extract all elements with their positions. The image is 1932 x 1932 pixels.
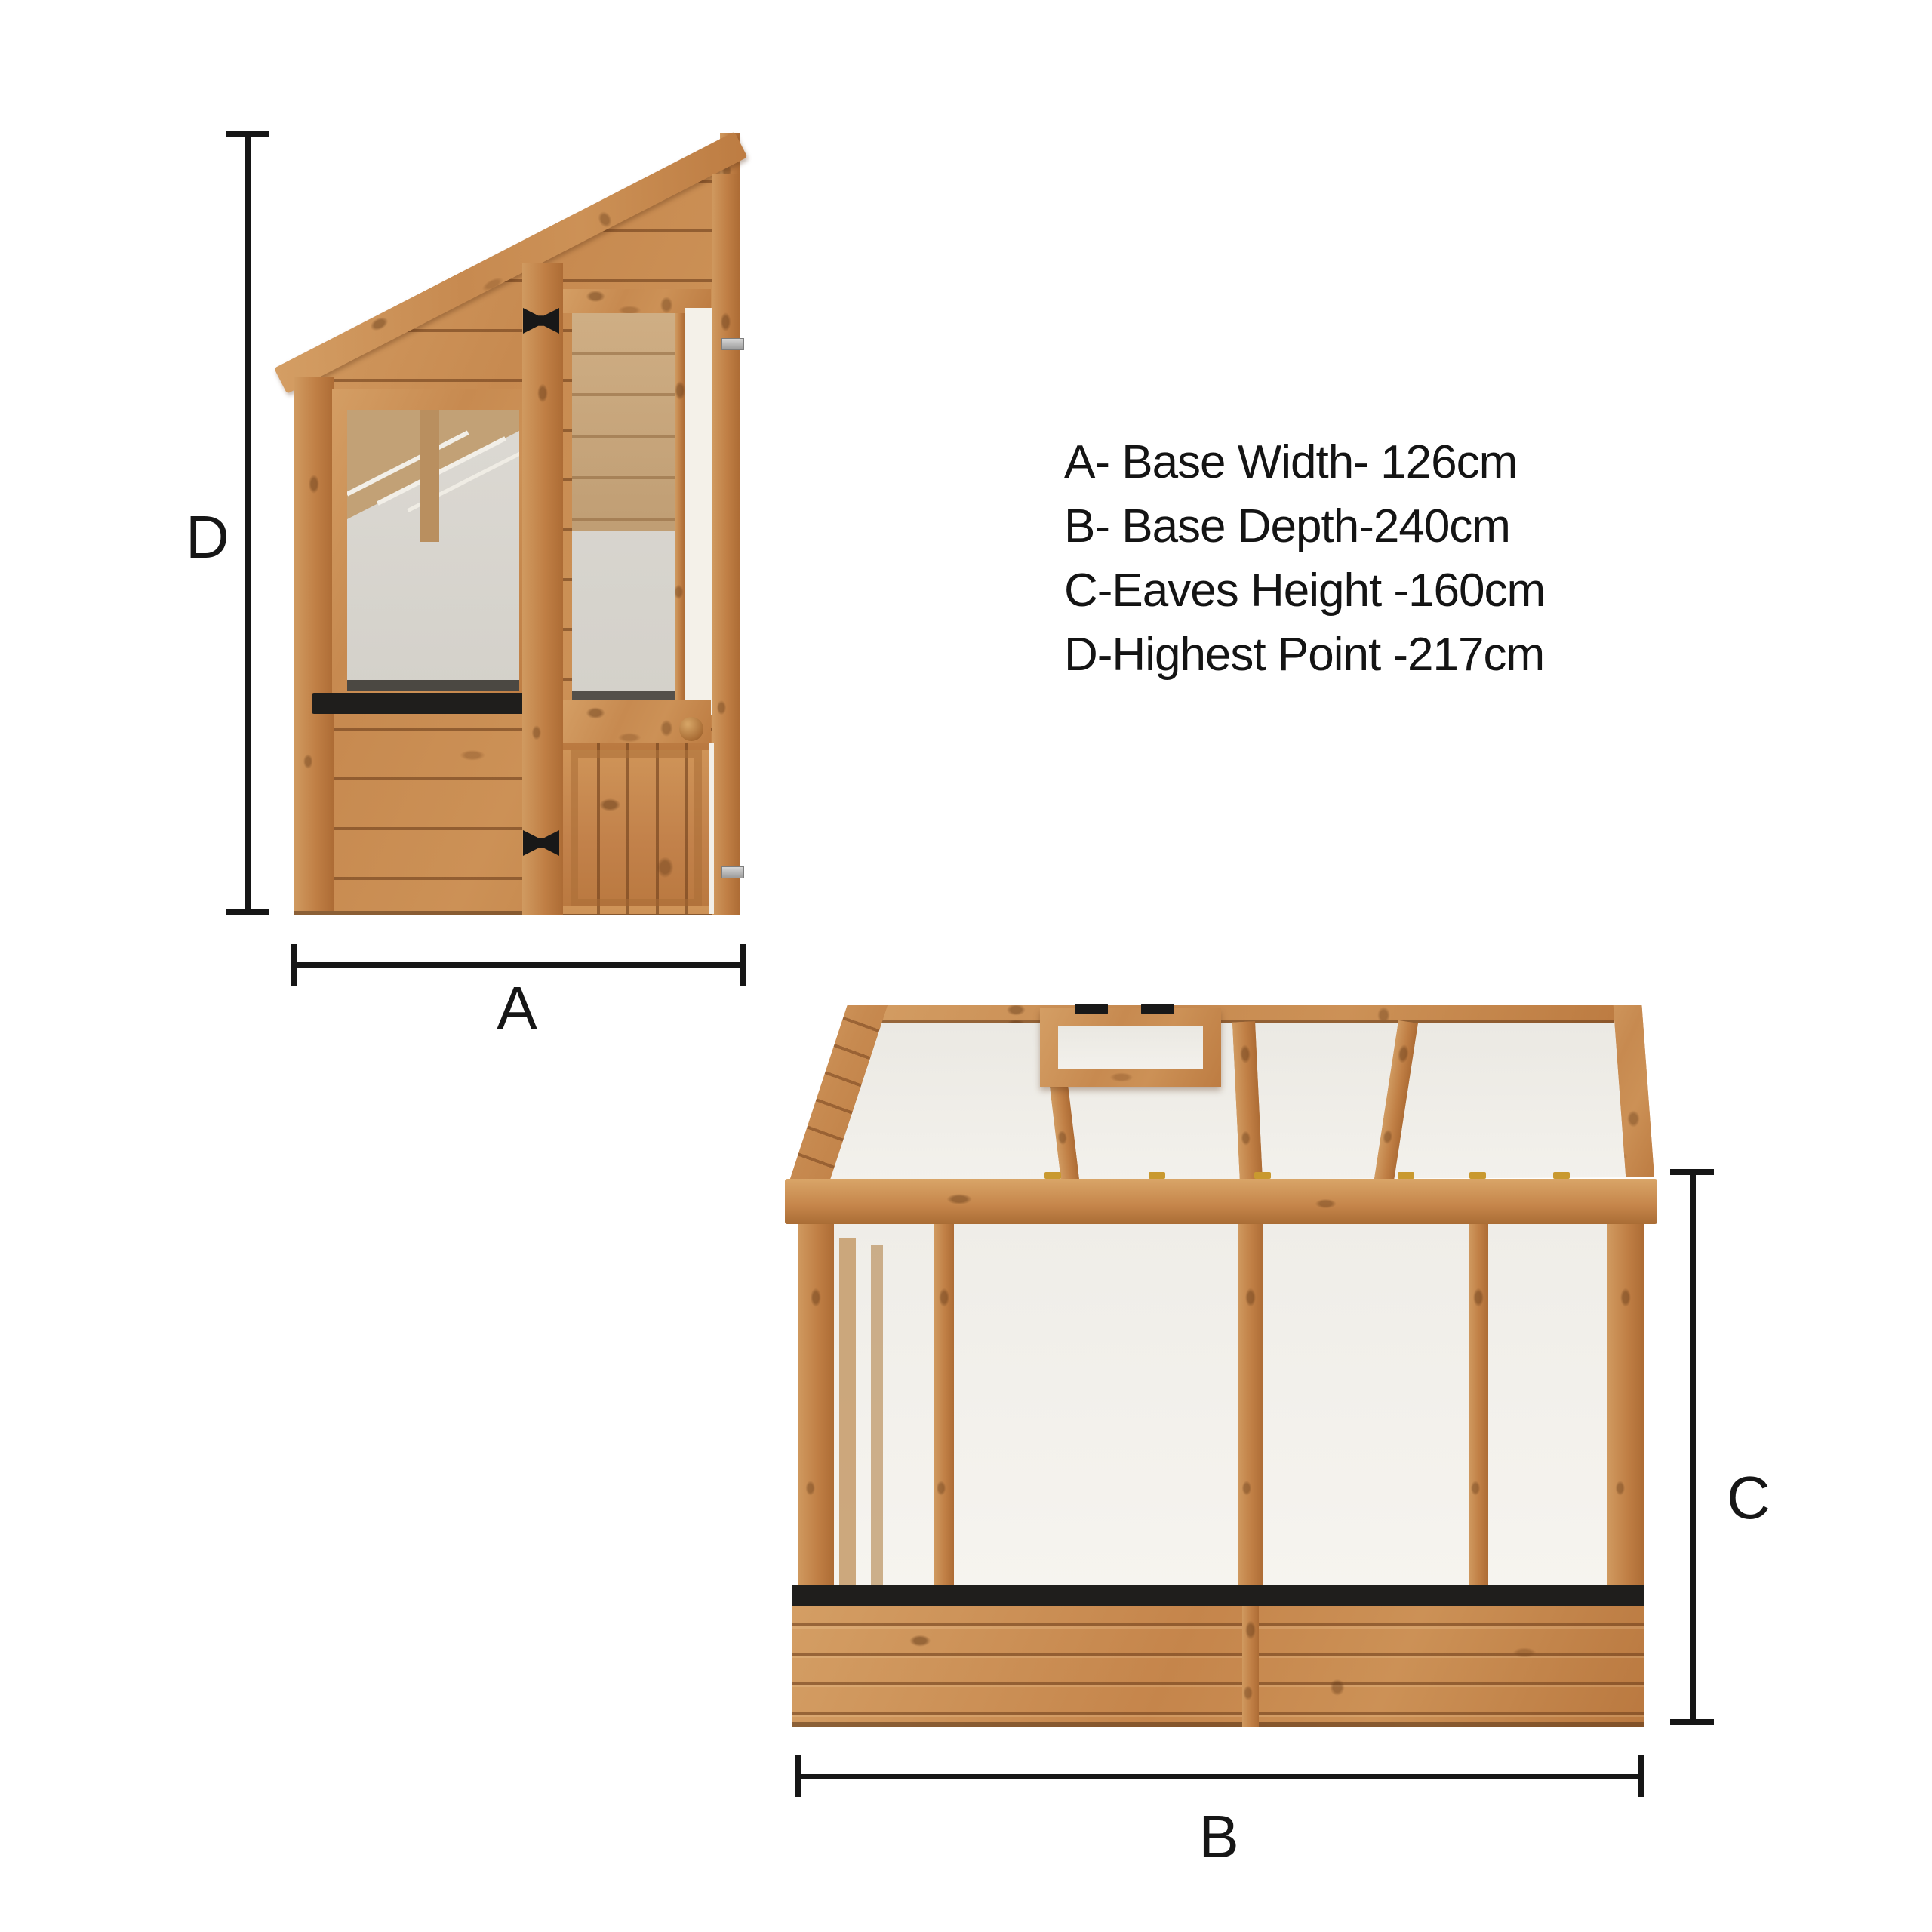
dimension-line-c-cap-top [1670,1169,1714,1175]
door-knob [679,717,703,741]
front-base-center-post [1242,1606,1259,1727]
roof-clip-icon [1553,1172,1570,1179]
roof-clip-icon [1254,1172,1271,1179]
front-base-cladding [792,1606,1644,1727]
dimension-line-d [245,133,251,915]
roof-clip-icon [1044,1172,1061,1179]
dimension-label-a: A [497,974,537,1041]
dimension-key [1064,430,1545,687]
dimension-line-c-cap-bottom [1670,1719,1714,1725]
dimension-line-b-cap-left [795,1755,801,1797]
interior-stud [420,410,439,542]
roof-clip-icon [1398,1172,1414,1179]
door-latch-bottom-icon [721,866,744,878]
front-sill-black [792,1585,1644,1606]
front-mullion-center [1238,1224,1263,1591]
dimension-line-a-cap-right [740,944,746,986]
vent-hinge-icon [1141,1004,1174,1014]
roof-glazing [789,1005,1654,1181]
vent-hinge-icon [1075,1004,1108,1014]
dimension-line-c [1690,1171,1696,1725]
door-edge-strip [685,308,712,715]
dimension-line-d-cap-top [226,131,269,137]
roof-clip-icon [1149,1172,1165,1179]
door-latch-top-icon [721,338,744,350]
side-sill-black [312,693,535,714]
door-frame-mullion [522,263,563,915]
side-corner-post-left [294,377,334,911]
side-window-glass [347,410,519,691]
dimension-line-b [798,1774,1641,1779]
side-corner-post-right [712,174,740,915]
eaves-beam [785,1179,1657,1224]
dimension-label-b: B [1198,1803,1239,1870]
front-corner-post-right [1607,1224,1644,1591]
roof-ridge-board [848,1005,1614,1023]
front-mullion [1469,1224,1488,1591]
door-glass-base-shadow [572,691,675,700]
door-lower-panel [563,743,709,914]
dimension-key-line-c: C-Eaves Height -160cm [1064,565,1546,617]
dimension-label-c: C [1727,1464,1770,1531]
interior-stud [839,1238,856,1586]
door-glass [572,313,675,700]
interior-back-wall [572,313,675,531]
door-bottom-edge-strip [709,743,714,914]
dimension-line-b-cap-right [1638,1755,1644,1797]
front-wall-glazing [798,1224,1644,1591]
dimension-line-d-cap-bottom [226,909,269,915]
roof-vent-glass [1058,1026,1203,1069]
dimension-line-a-cap-left [291,944,297,986]
window-base-shadow [347,680,519,691]
front-mullion [934,1224,954,1591]
dimension-key-line-a: A- Base Width- 126cm [1064,436,1518,488]
dimension-line-a [293,962,743,968]
front-corner-post-left [798,1224,834,1591]
dimension-key-line-d: D-Highest Point -217cm [1064,629,1545,681]
roof-clip-icon [1469,1172,1486,1179]
dimension-label-d: D [186,503,229,571]
dimension-key-line-b: B- Base Depth-240cm [1064,500,1510,552]
door-glazing-bead [675,313,685,700]
interior-stud [871,1245,883,1586]
